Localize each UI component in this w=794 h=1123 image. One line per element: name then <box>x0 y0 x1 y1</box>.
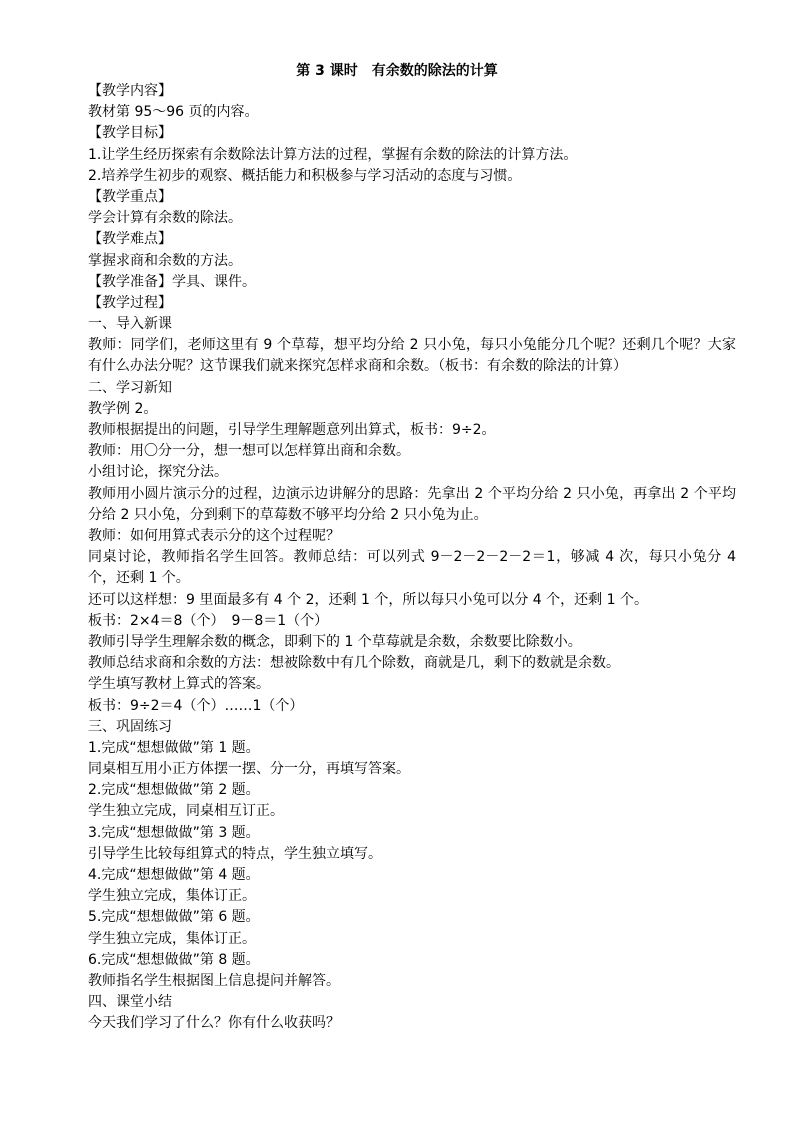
paragraph: 同桌讨论，教师指名学生回答。教师总结：可以列式 9－2－2－2－2＝1，够减 4 次，每只小兔分 4 个，还剩 1 个。 <box>88 549 736 587</box>
paragraph: 教师根据提出的问题，引导学生理解题意列出算式，板书：9÷2。 <box>88 422 496 439</box>
paragraph: 引导学生比较每组算式的特点，学生独立填写。 <box>88 845 382 862</box>
paragraph: 教师用小圆片演示分的过程，边演示边讲解分的思路：先拿出 2 个平均分给 2 只小兔，再拿出 2 个平均分给 2 只小兔，分到剩下的草莓数不够平均分给 2 只小兔为止。 <box>88 485 736 523</box>
document-body <box>60 81 736 1035</box>
paragraph: 教师：如何用算式表示分的这个过程呢？ <box>88 528 340 544</box>
lesson-title: 第 3 课时 有余数的除法的计算 <box>296 63 498 79</box>
exercise-item: 4.完成“想想做做”第 4 题。 <box>88 867 260 884</box>
section-heading-process: 【教学过程】 <box>88 294 172 311</box>
paragraph: 教师指名学生根据图上信息提问并解答。 <box>88 972 340 989</box>
paragraph: 教师：同学们，老师这里有 9 个草莓，想平均分给 2 只小兔，每只小兔能分几个呢？还剩几个呢？大家有什么办法分呢？这节课我们就来探究怎样求商和余数。（板书：有余数的除法的计算） <box>88 337 736 375</box>
paragraph: 学会计算有余数的除法。 <box>88 210 242 227</box>
section-heading-preparation: 【教学准备】学具、课件。 <box>88 273 256 290</box>
paragraph: 学生填写教材上算式的答案。 <box>88 676 270 693</box>
exercise-item: 2.完成“想想做做”第 2 题。 <box>88 782 260 799</box>
section-heading-content: 【教学内容】 <box>88 83 172 99</box>
paragraph: 学生独立完成，集体订正。 <box>88 930 256 947</box>
exercise-item: 1.完成“想想做做”第 1 题。 <box>88 739 260 756</box>
exercise-item: 3.完成“想想做做”第 3 题。 <box>88 824 260 841</box>
subsection-heading: 三、巩固练习 <box>88 718 172 735</box>
subsection-heading: 四、课堂小结 <box>88 994 172 1011</box>
paragraph: 教师：用〇分一分，想一想可以怎样算出商和余数。 <box>88 443 410 460</box>
section-heading-goals: 【教学目标】 <box>88 125 172 142</box>
paragraph: 教学例 2。 <box>88 400 158 417</box>
paragraph: 教师总结求商和余数的方法：想被除数中有几个除数，商就是几，剩下的数就是余数。 <box>88 655 620 672</box>
section-heading-difficulties: 【教学难点】 <box>88 231 172 248</box>
subsection-heading: 一、导入新课 <box>88 316 172 333</box>
paragraph: 小组讨论，探究分法。 <box>88 464 228 481</box>
exercise-item: 5.完成“想想做做”第 6 题。 <box>88 909 260 926</box>
paragraph: 今天我们学习了什么？你有什么收获吗？ <box>88 1015 340 1032</box>
section-heading-key-points: 【教学重点】 <box>88 188 172 205</box>
blackboard-text: 板书：2×4＝8（个） 9－8＝1（个） <box>88 612 329 629</box>
paragraph: 掌握求商和余数的方法。 <box>88 252 242 269</box>
paragraph: 同桌相互用小正方体摆一摆、分一分，再填写答案。 <box>88 761 410 778</box>
blackboard-text: 板书：9÷2＝4（个）……1（个） <box>88 697 304 714</box>
paragraph: 学生独立完成，集体订正。 <box>88 888 256 905</box>
paragraph: 2.培养学生初步的观察、概括能力和积极参与学习活动的态度与习惯。 <box>88 167 522 184</box>
subsection-heading: 二、学习新知 <box>88 379 172 396</box>
paragraph: 1.让学生经历探索有余数除法计算方法的过程，掌握有余数的除法的计算方法。 <box>88 146 578 163</box>
exercise-item: 6.完成“想想做做”第 8 题。 <box>88 951 260 968</box>
paragraph: 教师引导学生理解余数的概念，即剩下的 1 个草莓就是余数，余数要比除数小。 <box>88 633 582 650</box>
paragraph: 教材第 95～96 页的内容。 <box>88 104 259 121</box>
paragraph: 学生独立完成，同桌相互订正。 <box>88 803 284 820</box>
paragraph: 还可以这样想：9 里面最多有 4 个 2，还剩 1 个，所以每只小兔可以分 4 个，还剩 1 个。 <box>88 591 648 608</box>
